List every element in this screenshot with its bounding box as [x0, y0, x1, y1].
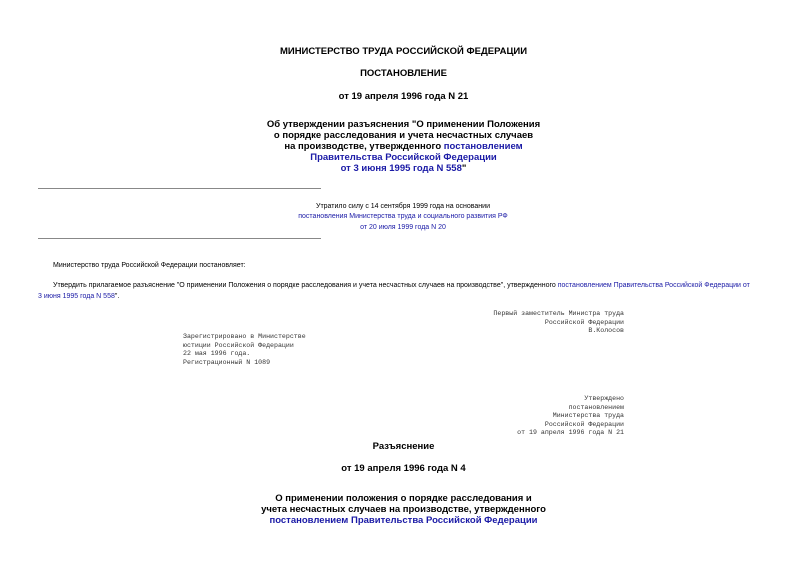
signature-block [493, 310, 624, 336]
approved-line-1: Утверждено [584, 395, 624, 402]
clarification-date-number: от 19 апреля 1996 года N 4 [341, 463, 466, 474]
approved-line-2: постановлением [568, 403, 624, 411]
approved-line-4: Российской Федерации [544, 420, 624, 428]
divider-bottom [38, 238, 321, 239]
ministry-heading: МИНИСТЕРСТВО ТРУДА РОССИЙСКОЙ ФЕДЕРАЦИИ [279, 46, 528, 57]
decree-date-link[interactable]: от 3 июня 1995 года N 558 [340, 163, 462, 174]
paragraph-government-link[interactable]: постановлением Правительства Российской Федерации от [557, 282, 750, 289]
repeal-date-link[interactable]: от 20 июля 1999 года N 20 [360, 224, 446, 231]
registration-line-2: юстиции Российской Федерации [183, 341, 294, 349]
paragraph-tail: ". [114, 293, 120, 300]
clarification-resolution-link[interactable]: постановлением [269, 515, 349, 526]
title-line-5 [0, 163, 807, 174]
resolution-link[interactable]: постановлением [443, 141, 523, 152]
clarification-subtitle-3 [0, 515, 807, 526]
clarification-title: Разъяснение [372, 441, 435, 452]
divider-top [38, 188, 321, 189]
registration-line-1: Зарегистрировано в Министерстве [183, 333, 306, 340]
title-line-1: Об утверждении разъяснения "О применении Положения [266, 119, 541, 130]
approved-line-5: от 19 апреля 1996 года N 21 [517, 429, 624, 437]
title-line-3 [0, 141, 807, 152]
main-paragraph [38, 280, 773, 302]
title-quote-close: " [461, 163, 467, 174]
doc-date-number: от 19 апреля 1996 года N 21 [338, 91, 469, 102]
clarification-government-link[interactable]: Правительства Российской Федерации [350, 515, 538, 526]
paragraph-date-link[interactable]: 3 июня 1995 года N 558 [38, 293, 115, 300]
signature-line-3: В.Колосов [588, 327, 624, 335]
approved-block [517, 395, 624, 438]
main-paragraph-text: Утвердить прилагаемое разъяснение "О применении Положения о порядке расследования и учета несчастных случаев на производстве", утвержденного [53, 282, 558, 289]
status-note-line-1: Утратило силу с 14 сентября 1999 года на основании [316, 203, 490, 210]
repeal-resolution-link[interactable]: постановления Министерства труда и социального развития РФ [298, 213, 508, 220]
registration-line-3: 22 мая 1996 года. [183, 350, 251, 358]
intro-text: Министерство труда Российской Федерации постановляет: [53, 262, 246, 269]
doc-type-heading: ПОСТАНОВЛЕНИЕ [360, 68, 447, 79]
registration-line-4: Регистрационный N 1089 [183, 358, 271, 366]
signature-line-2: Российской Федерации [544, 318, 624, 326]
title-line-2: о порядке расследования и учета несчастных случаев [273, 130, 534, 141]
title-line-3-text: на производстве, утвержденного [284, 141, 444, 152]
approved-line-3: Министерства труда [552, 412, 624, 420]
clarification-subtitle-2: учета несчастных случаев на производстве, утвержденного [261, 504, 546, 515]
registration-block [183, 333, 306, 367]
signature-line-1: Первый заместитель Министра труда [493, 310, 624, 317]
clarification-subtitle-1: О применении положения о порядке расследования и [275, 493, 532, 504]
government-link[interactable]: Правительства Российской Федерации [310, 152, 497, 163]
